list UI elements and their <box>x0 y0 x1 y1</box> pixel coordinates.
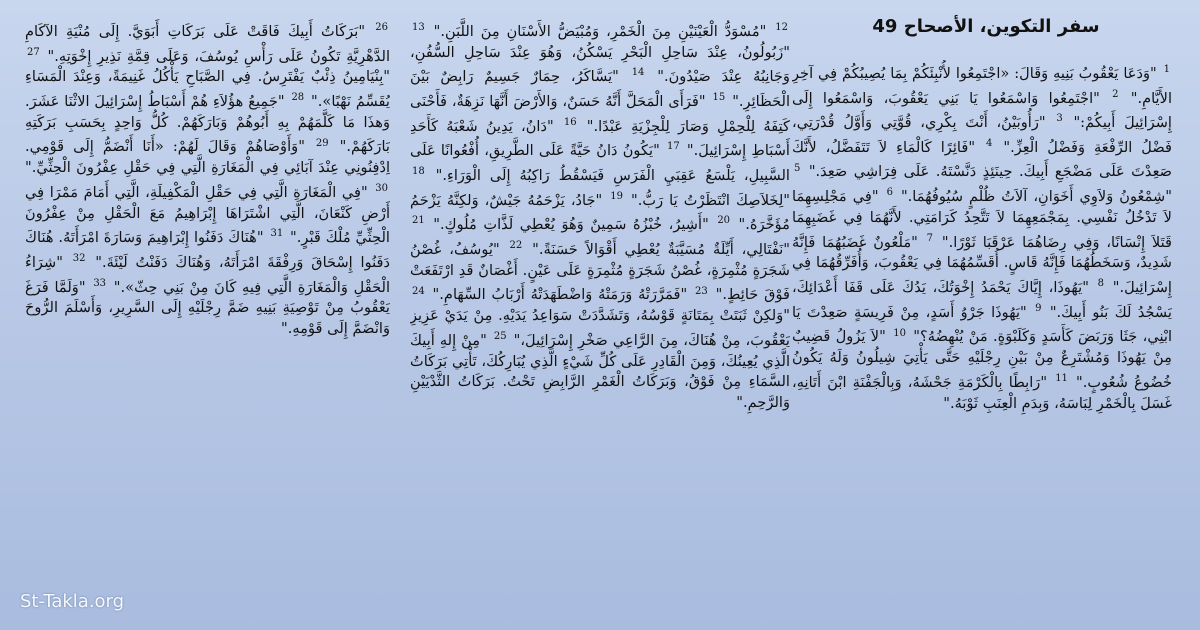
verse-text: يَهُوذَا، إِيَّاكَ يَحْمَدُ إِخْوَتُكَ، يَدُكَ عَلَى قَفَا أَعْدَائِكَ، يَسْجُدُ لَكَ بَنُو أَبِيكَ. <box>792 279 1172 321</box>
verse-text: شِمْعُونُ وَلاَوِي أَخَوَانِ، آلاَتُ ظُلْمٍ سُيُوفُهُمَا. <box>907 188 1166 206</box>
verse: $^7$ "مَلْعُونٌ غَضَبُهُمَا فَإِنَّهُ شَدِيدٌ، وَسَخَطُهُمَا فَإِنَّهُ قَاسٍ. أُقَسِّمُهُمَا فِي يَعْقُوبَ، وَأُفَرِّقُهُمَا فِي إِسْرَائِيلَ." <box>792 232 1172 297</box>
text-column-right <box>792 60 1172 616</box>
verse-text: مَلْعُونٌ غَضَبُهُمَا فَإِنَّهُ شَدِيدٌ، وَسَخَطُهُمَا فَإِنَّهُ قَاسٍ. أُقَسِّمُهُمَا فِي يَعْقُوبَ، وَأُفَرِّقُهُمَا فِي إِسْرَائِيلَ. <box>792 233 1172 297</box>
verse-text: نَفْتَالِي، أَيِّلَةٌ مُسَيَّبَةٌ يُعْطِي أَقْوَالاً حَسَنَةً. <box>538 240 784 258</box>
verse: $^{33}$ "وَلَمَّا فَرَغَ يَعْقُوبُ مِنْ تَوْصِيَةِ بَنِيهِ ضَمَّ رِجْلَيْهِ إِلَى السَّرِيرِ، وَأَسْلَمَ الرُّوحَ وَانْضَمَّ إِلَى قَوْمِهِ." <box>25 277 390 338</box>
verse: $^{27}$ "بِنْيَامِينُ ذِئْبٌ يَفْتَرِسُ. فِي الصَّبَاحِ يَأْكُلُ غَنِيمَةً، وَعِنْدَ الْمَسَاءِ يُقَسِّمُ نَهْبًا»." <box>25 46 390 110</box>
verse: $^{20}$ "أَشِيرُ، خُبْزُهُ سَمِينٌ وَهُوَ يُعْطِي لَذَّاتِ مُلُوكٍ." <box>426 215 731 234</box>
text-column-middle <box>410 18 790 588</box>
verse: $^{16}$ "دَانُ، يَدِينُ شَعْبَهُ كَأَحَدِ أَسْبَاطِ إِسْرَائِيلَ." <box>410 116 790 160</box>
verse-text: لِخَلاَصِكَ انْتَظَرْتُ يَا رَبُّ. <box>637 191 784 209</box>
verse-text: لاَ يَزُولُ قَضِيبٌ مِنْ يَهُوذَا وَمُشْتَرِعٌ مِنْ بَيْنِ رِجْلَيْهِ حَتَّى يَأْتِيَ شِيلُونُ وَلَهُ يَكُونُ خُضُوعُ شُعُوبٍ. <box>792 328 1172 391</box>
verse: $^{11}$ "رَابِطًا بِالْكَرْمَةِ جَحْشَهُ، وَبِالْجَفْنَةِ ابْنَ أَتَانِهِ، غَسَلَ بِالْخَمْرِ لِبَاسَهُ، وَبِدَمِ الْعِنَبِ ثَوْبَهُ." <box>792 372 1172 412</box>
verse-text: أَشِيرُ، خُبْزُهُ سَمِينٌ وَهُوَ يُعْطِي لَذَّاتِ مُلُوكٍ. <box>439 216 703 234</box>
verse-number: 9 <box>1035 302 1042 314</box>
verse-number: 15 <box>712 92 726 104</box>
verse: $^{13}$ "زَبُولُونُ، عِنْدَ سَاحِلِ الْبَحْرِ يَسْكُنُ، وَهُوَ عِنْدَ سَاحِلِ السُّفُنِ، وَجَانِبُهُ عِنْدَ صَيْدُونَ." <box>410 22 790 86</box>
verse-text: يُوسُفُ، غُصْنُ شَجَرَةٍ مُثْمِرَةٍ، غُصْنُ شَجَرَةٍ مُثْمِرَةٍ عَلَى عَيْنٍ. أَغْصَانٌ قَدِ ارْتَفَعَتْ فَوْقَ حَائِطٍ. <box>410 240 790 304</box>
verse: $^{28}$ "جَمِيعُ هؤُلاَءِ هُمْ أَسْبَاطُ إِسْرَائِيلَ الاثْنَا عَشَرَ. وَهذَا مَا كَلَّمَهُمْ بِهِ أَبُوهُمْ وَبَارَكَهُمْ. كُلُّ وَاحِدٍ بِحَسَبِ بَرَكَتِهِ بَارَكَهُمْ." <box>25 92 390 156</box>
verse-text: وَأَوْصَاهُمْ وَقَالَ لَهُمْ: «أَنَا أَنْضَمُّ إِلَى قَوْمِي. اِدْفِنُونِي عِنْدَ آبَائِي فِي الْمَغَارَةِ الَّتِي فِي حَقْلِ عِفْرُونَ الْحِثِّيِّ. <box>25 138 390 177</box>
verse-text: مِنْ إِلهِ أَبِيكَ الَّذِي يُعِينُكَ، وَمِنَ الْقَادِرِ عَلَى كُلِّ شَيْءٍ الَّذِي يُبَارِكُكَ، تَأْتِي بَرَكَاتُ السَّمَاءِ مِنْ فَوْقُ، وَبَرَكَاتُ الْغَمْرِ الرَّابِضِ تَحْتُ. بَرَكَاتُ الثَّدْيَيْنِ وَالرَّحِمِ. <box>410 331 790 412</box>
verse-text: شِرَاءُ الْحَقْلِ وَالْمَغَارَةِ الَّتِي فِيهِ كَانَ مِنْ بَنِي حِثّ». <box>25 253 390 296</box>
verse: $^{10}$ "لاَ يَزُولُ قَضِيبٌ مِنْ يَهُوذَا وَمُشْتَرِعٌ مِنْ بَيْنِ رِجْلَيْهِ حَتَّى يَأْتِيَ شِيلُونُ وَلَهُ يَكُونُ خُضُوعُ شُعُوبٍ." <box>792 327 1172 391</box>
verse-text: فَمَرَّرَتْهُ وَرَمَتْهُ وَاضْطَهَدَتْهُ أَرْبَابُ السِّهَامِ. <box>439 286 681 304</box>
verse-text: فِي الْمَغَارَةِ الَّتِي فِي حَقْلِ الْمَكْفِيلَةِ، الَّتِي أَمَامَ مَمْرَا فِي أَرْضِ كَنْعَانَ، الَّتِي اشْتَرَاهَا إِبْرَاهِيمُ مَعَ الْحَقْلِ مِنْ عِفْرُونَ الْحِثِّيِّ مُلْكَ قَبْرٍ. <box>25 183 390 247</box>
verse: $^{15}$ "فَرَأَى الْمَحَلَّ أَنَّهُ حَسَنٌ، وَالأَرْضَ أَنَّهَا نَزِهَةٌ، فَأَحْنَى كَتِفَهُ لِلْحِمْلِ وَصَارَ لِلْجِزْيَةِ عَبْدًا." <box>410 92 790 135</box>
verse-number: 7 <box>926 232 934 244</box>
verse-number: 33 <box>93 277 107 289</box>
verse-text: جَمِيعُ هؤُلاَءِ هُمْ أَسْبَاطُ إِسْرَائِيلَ الاثْنَا عَشَرَ. وَهذَا مَا كَلَّمَهُمْ بِهِ أَبُوهُمْ وَبَارَكَهُمْ. كُلُّ وَاحِدٍ بِحَسَبِ بَرَكَتِهِ بَارَكَهُمْ. <box>25 92 390 156</box>
verse-text: فَرَأَى الْمَحَلَّ أَنَّهُ حَسَنٌ، وَالأَرْضَ أَنَّهَا نَزِهَةٌ، فَأَحْنَى كَتِفَهُ لِلْحِمْلِ وَصَارَ لِلْجِزْيَةِ عَبْدًا. <box>410 92 790 135</box>
verse-text: جَادُ، يَزْحَمُهُ جَيْشٌ، وَلكِنَّهُ يَزْحَمُ مُؤَخَّرَهُ. <box>410 191 790 234</box>
site-watermark: St-Takla.org <box>20 591 125 612</box>
verse-number: 11 <box>1055 372 1068 384</box>
verse: $^{18}$ "لِخَلاَصِكَ انْتَظَرْتُ يَا رَبُّ." <box>412 166 790 209</box>
verse-number: 6 <box>886 187 893 199</box>
text-column-left <box>25 18 390 498</box>
verse-number: 17 <box>666 141 680 153</box>
verse-number: 3 <box>1056 113 1063 125</box>
verse: $^3$ "رَأُوبَيْنُ، أَنْتَ بِكْرِي، قُوَّتِي وَأَوَّلُ قُدْرَتِي، فَضْلُ الرِّفْعَةِ وَفَضْلُ الْعِزِّ." <box>792 113 1172 156</box>
verse-number: 10 <box>893 327 906 339</box>
verse-number: 1 <box>1163 64 1170 75</box>
verse: $^{14}$ "يَسَّاكَرُ، حِمَارٌ جَسِيمٌ رَابِضٌ بَيْنَ الْحَظَائِرِ." <box>410 67 790 110</box>
verse: $^1$ "وَدَعَا يَعْقُوبُ بَنِيهِ وَقَالَ: «اجْتَمِعُوا لأُنْبِئَكُمْ بِمَا يُصِيبُكُمْ فِي آخِرِ الأَيَّامِ." <box>792 64 1172 107</box>
verse: $^2$ "اجْتَمِعُوا وَاسْمَعُوا يَا بَنِي يَعْقُوبَ، وَاسْمَعُوا إِلَى إِسْرَائِيلَ أَبِيكُمْ:" <box>792 88 1172 132</box>
verse: $^{30}$ "فِي الْمَغَارَةِ الَّتِي فِي حَقْلِ الْمَكْفِيلَةِ، الَّتِي أَمَامَ مَمْرَا فِي أَرْضِ كَنْعَانَ، الَّتِي اشْتَرَاهَا إِبْرَاهِيمُ مَعَ الْحَقْلِ مِنْ عِفْرُونَ الْحِثِّيِّ مُلْكَ قَبْرٍ." <box>25 183 390 247</box>
verse-text: فَائِرًا كَالْمَاءِ لاَ تَتَفَضَّلُ، لأَنَّكَ صَعِدْتَ عَلَى مَضْجَعِ أَبِيكَ. حِينَئِذٍ دَنَّسْتَهُ. عَلَى فِرَاشِي صَعِدَ. <box>792 138 1172 181</box>
verse-number: 20 <box>717 215 731 227</box>
verse-number: 22 <box>509 240 523 252</box>
verse: $^{17}$ "يَكُونُ دَانُ حَيَّةً عَلَى الطَّرِيقِ، أُفْعُوانًا عَلَى السَّبِيلِ، يَلْسَعُ عَقِبَيِ الْفَرَسِ فَيَسْقُطُ رَاكِبُهُ إِلَى الْوَرَاءِ." <box>410 141 790 184</box>
verse-number: 2 <box>1112 88 1119 100</box>
verse-text: رَابِطًا بِالْكَرْمَةِ جَحْشَهُ، وَبِالْجَفْنَةِ ابْنَ أَتَانِهِ، غَسَلَ بِالْخَمْرِ لِبَاسَهُ، وَبِدَمِ الْعِنَبِ ثَوْبَهُ. <box>792 373 1172 412</box>
verse-number: 31 <box>270 228 284 240</box>
verse-number: 13 <box>412 22 425 33</box>
verse-number: 19 <box>610 190 623 202</box>
verse-text: بِنْيَامِينُ ذِئْبٌ يَفْتَرِسُ. فِي الصَّبَاحِ يَأْكُلُ غَنِيمَةً، وَعِنْدَ الْمَسَاءِ يُقَسِّمُ نَهْبًا». <box>25 68 390 110</box>
verse-number: 23 <box>695 285 708 297</box>
verse-number: 24 <box>412 285 425 297</box>
verse-text: وَلكِنْ ثَبَتَتْ بِمَتَانَةٍ قَوْسُهُ، وَتَشَدَّدَتْ سَوَاعِدُ يَدَيْهِ. مِنْ يَدَيْ عَزِيزِ يَعْقُوبَ، مِنْ هُنَاكَ، مِنَ الرَّاعِي صَخْرِ إِسْرَائِيلَ، <box>410 307 790 349</box>
verse-number: 29 <box>315 137 329 149</box>
verse-number: 12 <box>775 22 788 33</box>
verse-number: 30 <box>375 183 389 195</box>
verse-text: يَسَّاكَرُ، حِمَارٌ جَسِيمٌ رَابِضٌ بَيْنَ الْحَظَائِرِ. <box>410 68 790 110</box>
verse-number: 4 <box>986 137 993 149</box>
verse: $^{19}$ "جَادُ، يَزْحَمُهُ جَيْشٌ، وَلكِنَّهُ يَزْحَمُ مُؤَخَّرَهُ." <box>410 190 790 234</box>
verse-number: 25 <box>493 330 507 342</box>
verse: $^{21}$ "نَفْتَالِي، أَيِّلَةٌ مُسَيَّبَةٌ يُعْطِي أَقْوَالاً حَسَنَةً." <box>412 215 790 258</box>
verse-number: 21 <box>412 215 425 227</box>
verse-number: 28 <box>291 92 305 104</box>
verse-number: 26 <box>375 22 388 33</box>
verse-text: وَدَعَا يَعْقُوبُ بَنِيهِ وَقَالَ: «اجْتَمِعُوا لأُنْبِئَكُمْ بِمَا يُصِيبُكُمْ فِي آخِرِ الأَيَّامِ. <box>792 64 1172 107</box>
verse-number: 16 <box>563 116 577 128</box>
verse-text: اجْتَمِعُوا وَاسْمَعُوا يَا بَنِي يَعْقُوبَ، وَاسْمَعُوا إِلَى إِسْرَائِيلَ أَبِيكُمْ: <box>792 89 1172 132</box>
page-title: سفر التكوين، الأصحاح 49 <box>872 16 1100 37</box>
verse-number: 5 <box>794 162 801 174</box>
verse-number: 18 <box>412 166 425 178</box>
verse-text: زَبُولُونُ، عِنْدَ سَاحِلِ الْبَحْرِ يَسْكُنُ، وَهُوَ عِنْدَ سَاحِلِ السُّفُنِ، وَجَانِبُهُ عِنْدَ صَيْدُونَ. <box>410 43 790 86</box>
verse-text: وَلَمَّا فَرَغَ يَعْقُوبُ مِنْ تَوْصِيَةِ بَنِيهِ ضَمَّ رِجْلَيْهِ إِلَى السَّرِيرِ، وَأَسْلَمَ الرُّوحَ وَانْضَمَّ إِلَى قَوْمِهِ. <box>25 278 390 338</box>
verse: $^9$ "يَهُوذَا جَرْوُ أَسَدٍ، مِنْ فَرِيسَةٍ صَعِدْتَ يَا ابْنِي، جَثَا وَرَبَضَ كَأَسَدٍ وَكَلَبْوَةٍ. مَنْ يُنْهِضُهُ؟" <box>792 302 1172 346</box>
verse-number: 27 <box>27 46 40 58</box>
verse: $^{22}$ "يُوسُفُ، غُصْنُ شَجَرَةٍ مُثْمِرَةٍ، غُصْنُ شَجَرَةٍ مُثْمِرَةٍ عَلَى عَيْنٍ. أَغْصَانٌ قَدِ ارْتَفَعَتْ فَوْقَ حَائِطٍ." <box>410 240 790 304</box>
verse: $^{25}$ "مِنْ إِلهِ أَبِيكَ الَّذِي يُعِينُكَ، وَمِنَ الْقَادِرِ عَلَى كُلِّ شَيْءٍ الَّذِي يُبَارِكُكَ، تَأْتِي بَرَكَاتُ السَّمَاءِ مِنْ فَوْقُ، وَبَرَكَاتُ الْغَمْرِ الرَّابِضِ تَحْتُ. بَرَكَاتُ الثَّدْيَيْنِ وَالرَّحِمِ." <box>410 330 790 412</box>
verse-text: رَأُوبَيْنُ، أَنْتَ بِكْرِي، قُوَّتِي وَأَوَّلُ قُدْرَتِي، فَضْلُ الرِّفْعَةِ وَفَضْلُ الْعِزِّ. <box>792 114 1172 156</box>
verse-number: 14 <box>631 67 645 79</box>
verse: $^{29}$ "وَأَوْصَاهُمْ وَقَالَ لَهُمْ: «أَنَا أَنْضَمُّ إِلَى قَوْمِي. اِدْفِنُونِي عِنْدَ آبَائِي فِي الْمَغَارَةِ الَّتِي فِي حَقْلِ عِفْرُونَ الْحِثِّيِّ." <box>25 137 390 177</box>
verse: $^{23}$ "فَمَرَّرَتْهُ وَرَمَتْهُ وَاضْطَهَدَتْهُ أَرْبَابُ السِّهَامِ." <box>426 285 708 304</box>
verse-text: بَرَكَاتُ أَبِيكَ فَاقَتْ عَلَى بَرَكَاتِ أَبَوَيَّ. إِلَى مُنْيَةِ الآكَامِ الدَّهْرِيَّةِ تَكُونُ عَلَى رَأْسِ يُوسُفَ، وَعَلَى قِمَّةِ نَذِيرِ إِخْوَتِهِ. <box>25 22 390 65</box>
verse: $^5$ "شِمْعُونُ وَلاَوِي أَخَوَانِ، آلاَتُ ظُلْمٍ سُيُوفُهُمَا." <box>794 162 1172 206</box>
verse: $^{24}$ "وَلكِنْ ثَبَتَتْ بِمَتَانَةٍ قَوْسُهُ، وَتَشَدَّدَتْ سَوَاعِدُ يَدَيْهِ. مِنْ يَدَيْ عَزِيزِ يَعْقُوبَ، مِنْ هُنَاكَ، مِنَ الرَّاعِي صَخْرِ إِسْرَائِيلَ،" <box>410 285 790 349</box>
verse: $^{26}$ "بَرَكَاتُ أَبِيكَ فَاقَتْ عَلَى بَرَكَاتِ أَبَوَيَّ. إِلَى مُنْيَةِ الآكَامِ الدَّهْرِيَّةِ تَكُونُ عَلَى رَأْسِ يُوسُفَ، وَعَلَى قِمَّةِ نَذِيرِ إِخْوَتِهِ." <box>25 22 390 65</box>
verse-text: دَانُ، يَدِينُ شَعْبَهُ كَأَحَدِ أَسْبَاطِ إِسْرَائِيلَ. <box>410 117 790 160</box>
verse: $^{31}$ "هُنَاكَ دَفَنُوا إِبْرَاهِيمَ وَسَارَةَ امْرَأَتَهُ. هُنَاكَ دَفَنُوا إِسْحَاقَ وَرِفْقَةَ امْرَأَتَهُ، وَهُنَاكَ دَفَنْتُ لَيْئَةَ." <box>25 228 390 271</box>
verse: $^{12}$ "مُسْوَدُّ الْعَيْنَيْنِ مِنَ الْخَمْرِ، وَمُبْيَضُّ الأَسْنَانِ مِنَ اللَّبَنِ." <box>426 22 788 40</box>
verse: $^4$ "فَائِرًا كَالْمَاءِ لاَ تَتَفَضَّلُ، لأَنَّكَ صَعِدْتَ عَلَى مَضْجَعِ أَبِيكَ. حِينَئِذٍ دَنَّسْتَهُ. عَلَى فِرَاشِي صَعِدَ." <box>792 137 1172 181</box>
verse-number: 8 <box>1097 278 1105 290</box>
verse-text: يَهُوذَا جَرْوُ أَسَدٍ، مِنْ فَرِيسَةٍ صَعِدْتَ يَا ابْنِي، جَثَا وَرَبَضَ كَأَسَدٍ وَكَلَبْوَةٍ. مَنْ يُنْهِضُهُ؟ <box>792 303 1172 346</box>
verse-text: فِي مَجْلِسِهِمَا لاَ تَدْخُلُ نَفْسِي. بِمَجْمَعِهِمَا لاَ تَتَّحِدُ كَرَامَتِي. لأَنَّهُمَا فِي غَضَبِهِمَا قَتَلاَ إِنْسَانًا، وَفِي رِضَاهُمَا عَرْقَبَا ثَوْرًا. <box>792 188 1172 251</box>
verse-text: مُسْوَدُّ الْعَيْنَيْنِ مِنَ الْخَمْرِ، وَمُبْيَضُّ الأَسْنَانِ مِنَ اللَّبَنِ. <box>440 22 760 40</box>
verse-number: 32 <box>72 253 86 265</box>
verse: $^{32}$ "شِرَاءُ الْحَقْلِ وَالْمَغَارَةِ الَّتِي فِيهِ كَانَ مِنْ بَنِي حِثّ»." <box>25 253 390 296</box>
verse: $^6$ "فِي مَجْلِسِهِمَا لاَ تَدْخُلُ نَفْسِي. بِمَجْمَعِهِمَا لاَ تَتَّحِدُ كَرَامَتِي. لأَنَّهُمَا فِي غَضَبِهِمَا قَتَلاَ إِنْسَانًا، وَفِي رِضَاهُمَا عَرْقَبَا ثَوْرًا." <box>792 187 1172 251</box>
verse-text: هُنَاكَ دَفَنُوا إِبْرَاهِيمَ وَسَارَةَ امْرَأَتَهُ. هُنَاكَ دَفَنُوا إِسْحَاقَ وَرِفْقَةَ امْرَأَتَهُ، وَهُنَاكَ دَفَنْتُ لَيْئَةَ. <box>25 229 390 271</box>
verse: $^8$ "يَهُوذَا، إِيَّاكَ يَحْمَدُ إِخْوَتُكَ، يَدُكَ عَلَى قَفَا أَعْدَائِكَ، يَسْجُدُ لَكَ بَنُو أَبِيكَ." <box>792 278 1172 321</box>
verse-text: يَكُونُ دَانُ حَيَّةً عَلَى الطَّرِيقِ، أُفْعُوانًا عَلَى السَّبِيلِ، يَلْسَعُ عَقِبَيِ الْفَرَسِ فَيَسْقُطُ رَاكِبُهُ إِلَى الْوَرَاءِ. <box>410 142 790 184</box>
